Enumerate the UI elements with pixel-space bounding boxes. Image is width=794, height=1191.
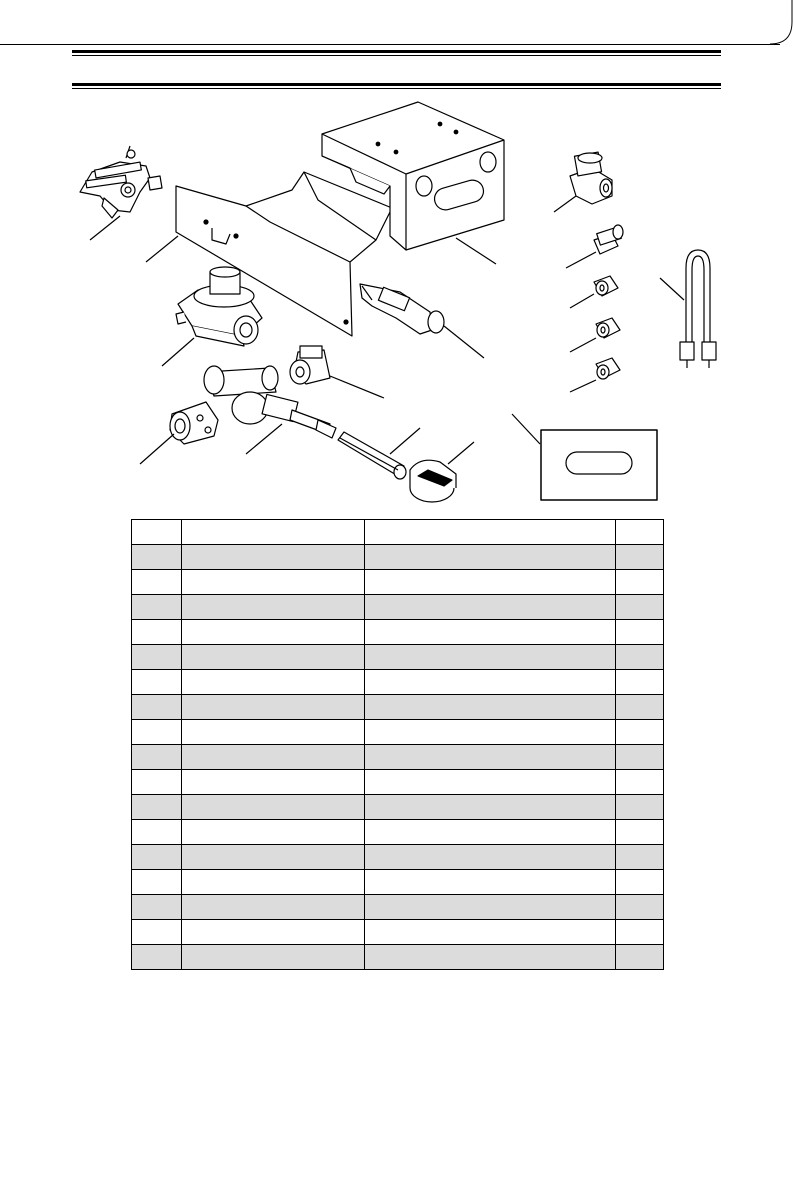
table-cell: [132, 920, 182, 945]
header-cell-qty: [616, 520, 664, 545]
table-row: [132, 945, 664, 970]
table-cell: [616, 845, 664, 870]
table-row: [132, 745, 664, 770]
table-cell: [616, 620, 664, 645]
table-cell: [182, 945, 365, 970]
table-cell: [616, 645, 664, 670]
table-cell: [182, 570, 365, 595]
table-cell: [132, 945, 182, 970]
coupling-icon: [170, 402, 218, 444]
control-knob-icon: [410, 460, 456, 502]
table-cell: [616, 945, 664, 970]
table-cell: [616, 795, 664, 820]
table-cell: [132, 545, 182, 570]
table-cell: [182, 920, 365, 945]
table-cell: [132, 770, 182, 795]
table-cell: [182, 695, 365, 720]
table-cell: [365, 895, 616, 920]
cut-line-arc: [770, 0, 794, 44]
table-row: [132, 570, 664, 595]
tube-icon: [338, 432, 406, 479]
table-cell: [365, 670, 616, 695]
table-cell: [365, 945, 616, 970]
table-row: [132, 645, 664, 670]
table-cell: [132, 795, 182, 820]
table-row: [132, 795, 664, 820]
table-row: [132, 695, 664, 720]
piezo-igniter-icon: [360, 284, 444, 334]
table-row: [132, 620, 664, 645]
table-cell: [365, 745, 616, 770]
table-cell: [182, 870, 365, 895]
table-cell: [365, 870, 616, 895]
table-cell: [616, 670, 664, 695]
table-cell: [132, 570, 182, 595]
table-cell: [365, 545, 616, 570]
table-cell: [365, 795, 616, 820]
table-cell: [616, 695, 664, 720]
page-title: [72, 60, 721, 78]
table-cell: [132, 645, 182, 670]
table-cell: [132, 870, 182, 895]
table-cell: [616, 745, 664, 770]
injector-orifice-icon: [594, 225, 623, 254]
table-cell: [182, 745, 365, 770]
table-cell: [182, 595, 365, 620]
table-cell: [132, 595, 182, 620]
table-cell: [365, 645, 616, 670]
header-cell-part-number: [182, 520, 365, 545]
table-cell: [182, 720, 365, 745]
header-rule-top: [72, 50, 721, 56]
table-row: [132, 895, 664, 920]
table-row: [132, 545, 664, 570]
table-cell: [132, 820, 182, 845]
pilot-assembly-icon: [80, 146, 162, 218]
table-cell: [132, 620, 182, 645]
table-row: [132, 920, 664, 945]
table-row: [132, 595, 664, 620]
table-cell: [365, 695, 616, 720]
table-row: [132, 845, 664, 870]
table-cell: [365, 620, 616, 645]
table-cell: [182, 770, 365, 795]
table-cell: [182, 820, 365, 845]
table-cell: [365, 845, 616, 870]
table-cell: [182, 795, 365, 820]
table-cell: [616, 720, 664, 745]
table-cell: [132, 695, 182, 720]
table-cell: [616, 895, 664, 920]
table-cell: [132, 845, 182, 870]
table-cell: [132, 720, 182, 745]
exploded-parts-diagram: [60, 96, 740, 508]
table-cell: [365, 570, 616, 595]
table-cell: [616, 920, 664, 945]
table-cell: [132, 895, 182, 920]
header-cell-key: [132, 520, 182, 545]
table-cell: [182, 620, 365, 645]
header-cell-description: [365, 520, 616, 545]
cut-line: [0, 44, 780, 45]
table-cell: [365, 920, 616, 945]
table-cell: [616, 595, 664, 620]
table-row: [132, 770, 664, 795]
table-cell: [616, 570, 664, 595]
table-cell: [616, 820, 664, 845]
table-row: [132, 870, 664, 895]
table-row: [132, 720, 664, 745]
table-cell: [616, 870, 664, 895]
table-row: [132, 820, 664, 845]
table-cell: [365, 595, 616, 620]
header-rule-bottom: [72, 83, 721, 89]
table-cell: [132, 745, 182, 770]
u-tube-icon: [680, 250, 716, 368]
table-cell: [616, 545, 664, 570]
parts-table: [131, 519, 664, 970]
table-row: [132, 670, 664, 695]
pressure-regulator-icon: [176, 267, 262, 346]
table-cell: [182, 895, 365, 920]
compression-nut-icon: [596, 318, 620, 338]
table-cell: [616, 770, 664, 795]
flare-nut-icon: [594, 276, 618, 296]
table-cell: [365, 820, 616, 845]
table-cell: [182, 845, 365, 870]
table-row-header: [132, 520, 664, 545]
table-cell: [365, 770, 616, 795]
table-cell: [132, 670, 182, 695]
table-cell: [365, 720, 616, 745]
label-plate-icon: [541, 430, 657, 500]
union-nut-icon: [596, 358, 620, 379]
elbow-connector-icon: [290, 346, 330, 384]
table-cell: [182, 670, 365, 695]
table-cell: [182, 645, 365, 670]
elbow-fitting-icon: [570, 152, 612, 204]
table-cell: [182, 545, 365, 570]
